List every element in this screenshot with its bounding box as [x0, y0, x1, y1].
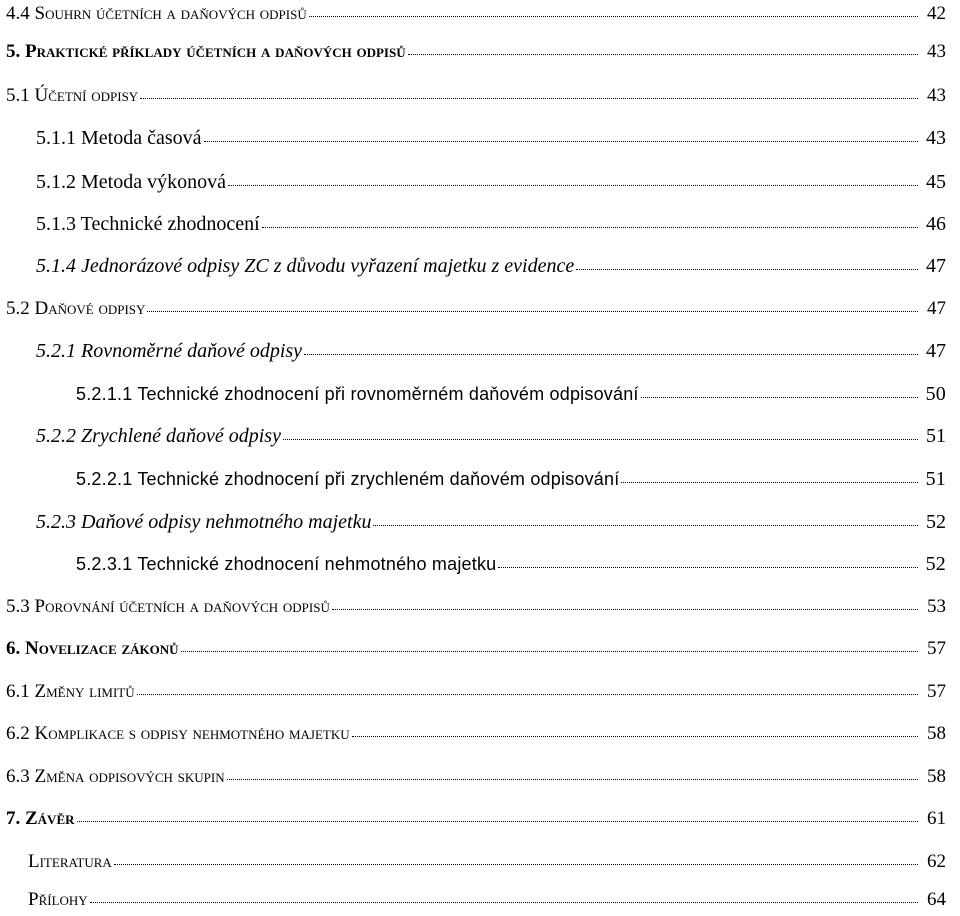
toc-leader [283, 422, 918, 442]
toc-entry-title: 5.2.1.1 Technické zhodnocení při rovnoměrném daňovém odpisování [76, 384, 639, 404]
toc-entry-title: 6.3 Změna odpisových skupin [6, 766, 225, 787]
toc-leader [498, 550, 918, 570]
toc-entry[interactable] [0, 763, 960, 793]
toc-entry-page: 45 [926, 171, 946, 193]
toc-entry[interactable] [0, 337, 960, 367]
toc-entry-page: 43 [927, 85, 946, 106]
toc-entry[interactable] [0, 720, 960, 750]
toc-entry-page: 46 [926, 213, 946, 235]
toc-entry-title: 5. Praktické příklady účetních a daňových odpisů [6, 41, 406, 62]
toc-entry-page: 57 [927, 681, 946, 702]
toc-entry-page: 50 [925, 383, 946, 405]
toc-leader [621, 465, 918, 485]
toc-entry-title: 7. Závěr [6, 808, 75, 829]
toc-entry[interactable] [0, 805, 960, 835]
toc-entry-page: 47 [927, 298, 946, 319]
toc-leader [373, 508, 918, 528]
toc-entry-title: 5.2.1 Rovnoměrné daňové odpisy [36, 340, 303, 362]
toc-entry[interactable] [0, 508, 960, 538]
toc-entry[interactable] [0, 82, 960, 112]
toc-entry-page: 42 [927, 3, 946, 24]
toc-entry-title: 6. Novelizace zákonů [6, 638, 179, 659]
toc-entry-title: 5.1.2 Metoda výkonová [36, 171, 226, 193]
toc-entry-page: 53 [927, 596, 946, 617]
toc-leader [641, 380, 918, 400]
toc-entry-page: 51 [926, 425, 946, 447]
toc-entry-page: 64 [927, 889, 946, 910]
toc-entry-title: Přílohy [28, 889, 88, 910]
toc-entry[interactable] [0, 0, 960, 30]
toc-entry-title: 5.1.4 Jednorázové odpisy ZC z důvodu vyřazení majetku z evidence [36, 255, 575, 277]
toc-entry-page: 61 [927, 808, 946, 829]
toc-entry-page: 43 [927, 41, 946, 62]
toc-entry-title: 5.2.3.1 Technické zhodnocení nehmotného majetku [76, 554, 497, 574]
toc-leader [309, 0, 918, 19]
toc-entry-title: 5.3 Porovnání účetních a daňových odpisů [6, 596, 330, 617]
toc-entry-title: 5.2.2.1 Technické zhodnocení při zrychleném daňovém odpisování [76, 469, 620, 489]
toc-entry[interactable] [0, 678, 960, 708]
toc-entry[interactable] [0, 168, 960, 198]
toc-entry-page: 47 [926, 255, 946, 277]
toc-entry[interactable] [0, 886, 960, 916]
toc-entry-title: Literatura [28, 851, 112, 872]
toc-entry[interactable] [0, 635, 960, 665]
toc-entry-page: 57 [927, 638, 946, 659]
toc-leader [77, 805, 918, 824]
toc-entry-title: 5.2.2 Zrychlené daňové odpisy [36, 425, 281, 447]
toc-leader [576, 252, 918, 272]
toc-entry-page: 58 [927, 723, 946, 744]
toc-entry-page: 52 [926, 511, 946, 533]
toc-leader [228, 168, 918, 188]
toc-entry-title: 4.4 Souhrn účetních a daňových odpisů [6, 3, 307, 24]
toc-entry[interactable] [0, 38, 960, 68]
toc-entry-title: 5.1 Účetní odpisy [6, 85, 139, 106]
toc-entry-page: 47 [926, 340, 946, 362]
toc-leader [204, 124, 918, 144]
toc-entry[interactable] [0, 422, 960, 452]
toc-leader [90, 886, 918, 905]
toc-entry-page: 62 [927, 851, 946, 872]
toc-entry-title: 5.1.1 Metoda časová [36, 127, 202, 149]
toc-entry-title: 6.2 Komplikace s odpisy nehmotného majetku [6, 723, 350, 744]
toc-entry[interactable] [0, 465, 960, 495]
toc-leader [140, 82, 918, 101]
toc-entry-title: 5.2.3 Daňové odpisy nehmotného majetku [36, 511, 372, 533]
toc-entry-page: 58 [927, 766, 946, 787]
toc-entry[interactable] [0, 210, 960, 240]
toc-leader [181, 635, 918, 654]
toc-leader [137, 678, 918, 697]
toc-entry-title: 6.1 Změny limitů [6, 681, 135, 702]
toc-entry-title: 5.1.3 Technické zhodnocení [36, 213, 260, 235]
toc-leader [262, 210, 918, 230]
toc-leader [352, 720, 918, 739]
toc-entry[interactable] [0, 550, 960, 580]
toc-entry[interactable] [0, 124, 960, 154]
toc-leader [147, 295, 918, 314]
toc-entry[interactable] [0, 848, 960, 878]
toc-entry[interactable] [0, 380, 960, 410]
toc-entry-title: 5.2 Daňové odpisy [6, 298, 146, 319]
toc-entry[interactable] [0, 252, 960, 282]
toc-entry[interactable] [0, 295, 960, 325]
toc-leader [304, 337, 918, 357]
toc-entry-page: 51 [925, 468, 946, 490]
toc-entry-page: 52 [925, 553, 946, 575]
toc-entry-page: 43 [926, 127, 946, 149]
toc-leader [227, 763, 918, 782]
toc-leader [408, 38, 918, 57]
toc-leader [114, 848, 918, 867]
toc-leader [332, 593, 918, 612]
toc-entry[interactable] [0, 593, 960, 623]
